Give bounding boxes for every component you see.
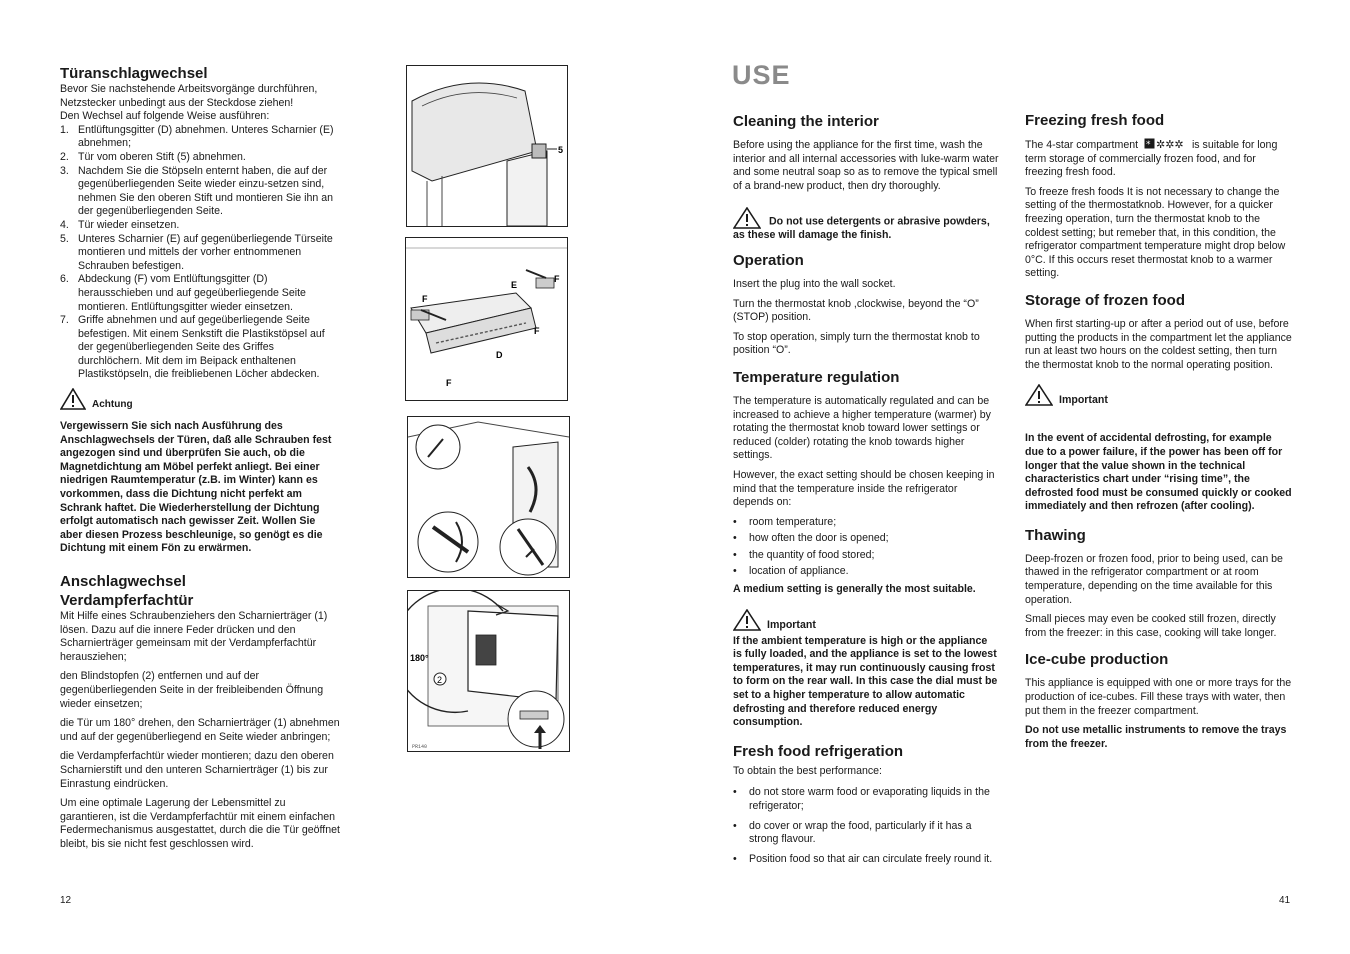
operation-p1: Insert the plug into the wall socket. xyxy=(733,277,896,290)
intro-line: Den Wechsel auf folgende Weise ausführen: xyxy=(60,110,270,123)
step-item: 7. Griffe abnehmen und auf gegeüberliegende Seite befestigen. Mit einem Senkstift die Plastikstöpsel auf der gegenüberliegenden Seite des Griffes durchlöchern. Mit dem im Beipack enthaltenen Plastikstöpseln, die freibliebenen Löcher abdecken. xyxy=(60,314,325,381)
title-cleaning: Cleaning the interior xyxy=(733,113,879,130)
warning-achtung xyxy=(60,388,340,410)
label-f: F xyxy=(446,378,452,388)
warning-important xyxy=(1025,384,1293,406)
figure-handles xyxy=(407,416,570,578)
label-d: D xyxy=(496,350,503,360)
page-number-left: 12 xyxy=(60,895,72,906)
four-star-icon xyxy=(1144,138,1186,149)
handles-illustration xyxy=(408,417,569,577)
step-item: 1. Entlüftungsgitter (D) abnehmen. Unteres Scharnier (E) abnehmen; xyxy=(60,123,334,150)
warning-label: Achtung xyxy=(92,399,133,411)
steps-list xyxy=(60,124,340,382)
page-number-right: 41 xyxy=(1279,895,1291,906)
step-item: 3. Nachdem Sie die Stöpseln enternt haben, die auf der gegenüberliegenden Seite wieder einzu-setzen sind, nehmen Sie den oberen Stift und montieren Sie ihn an der gegenüberliegenden Seite. xyxy=(60,164,334,218)
freezing-p2: To freeze fresh foods It is not necessary to change the setting of the thermostatknob. However, for a quicker freezing operation, turn the thermostat knob to the coldest setting; but remeber that, in this condition, the refrigerator compartment temperature might drop below 0°C. If this occurs reset thermostat knob to a warmer setting. xyxy=(1025,185,1286,280)
warning-triangle-icon xyxy=(60,388,86,410)
temperature-list xyxy=(733,516,999,579)
figure-lower-hinge xyxy=(405,237,568,401)
paragraph: Mit Hilfe eines Schraubenziehers den Scharnierträger (1) lösen. Dazu auf die innere Feder drücken und den Scharnierträger gemeinsam mit der Verdampferfachtür herausziehen; xyxy=(60,610,328,663)
storage-text: When first starting-up or after a period out of use, before putting the products in the compartment let the appliance run at least two hours on the coldest setting, then turn the thermostat knob to the normal operating position. xyxy=(1025,317,1292,371)
warning-triangle-icon xyxy=(733,207,761,229)
right-column-1 xyxy=(733,112,999,870)
label-f: F xyxy=(554,274,560,284)
warning-triangle-icon xyxy=(1025,384,1053,406)
fresh-intro: To obtain the best performance: xyxy=(733,764,882,777)
important-text: In the event of accidental defrosting, for example due to a power failure, if the power has been off for longer that the value shown in the technical characteristics chart under “rising time”, the defrosted food must be consumed quickly or cooked immediately and then refrozen (after cooling). xyxy=(1025,432,1292,513)
list-item: • do cover or wrap the food, particularly if it has a strong flavour. xyxy=(733,819,972,846)
operation-p3: To stop operation, simply turn the thermostat knob to position “O”. xyxy=(733,330,980,357)
fresh-list xyxy=(733,786,999,866)
list-item: • the quantity of food stored; xyxy=(733,548,875,561)
warning-text: Vergewissern Sie sich nach Ausführung des Anschlagwechsels der Türen, daß alle Schrauben fest angezogen sind und überprüfen Sie auch, ob die Magnetdichtung am Möbel perfekt anliegt. Bei einer niedrigen Raumtemperatur (z.B. im Winter) kann es vorkommen, dass die Dichtung nicht perfekt am Schrank haftet. Die Wiederherstellung der Dichtung erfolgt automatisch nach gewisser Zeit. Wollen Sie aber diesen Prozess beschleunige, so genögt es die Dichtung mit einem Fön zu erwärmen. xyxy=(60,420,332,555)
paragraph: Um eine optimale Lagerung der Lebensmittel zu garantieren, ist die Verdampferfachtür mit einem einfachen Federmechanismus ausgestattet, durch die die Tür geöffnet bleibt, bis sie nicht fest geschlossen wird. xyxy=(60,797,340,850)
intro-line: Bevor Sie nachstehende Arbeitsvorgänge durchführen, xyxy=(60,83,318,95)
freezer-door-illustration xyxy=(408,591,569,751)
title-temperature: Temperature regulation xyxy=(733,368,900,386)
warning-triangle-icon xyxy=(733,609,761,631)
title-storage: Storage of frozen food xyxy=(1025,291,1185,309)
label-f: F xyxy=(534,326,540,336)
ice-text: This appliance is equipped with one or more trays for the production of ice-cubes. Fill these trays with water, then put them in the freezer compartment. xyxy=(1025,677,1292,717)
list-item: • location of appliance. xyxy=(733,565,849,578)
title-freezing: Freezing fresh food xyxy=(1025,112,1165,129)
section1-intro xyxy=(60,83,340,124)
warning-label: Important xyxy=(1059,394,1108,407)
section-title-verdampfer: Anschlagwechsel Verdampferfachtür xyxy=(60,573,194,609)
thawing-p2: Small pieces may even be cooked still frozen, directly from the freezer: in this case, cooking will take longer. xyxy=(1025,613,1277,639)
label-5: 5 xyxy=(558,145,564,155)
temperature-bold: A medium setting is generally the most suitable. xyxy=(733,583,976,596)
cleaning-text: Before using the appliance for the first time, wash the interior and all internal accessories with luke-warm water and some neutral soap so as to remove the typical smell of a brand-new product, then dry thoroughly. xyxy=(733,139,999,192)
list-item: • room temperature; xyxy=(733,515,837,528)
lower-hinge-illustration xyxy=(406,238,567,400)
svg-text:✲✲✲: ✲✲✲ xyxy=(1156,138,1184,149)
step-item: 6. Abdeckung (F) vom Entlüftungsgitter (D) herausschieben und auf gegeüberliegende Seite montieren. Entlüftungsgitter wieder einsetzen. xyxy=(60,273,306,313)
paragraph: die Verdampferfachtür wieder montieren; dazu den oberen Scharnierstift und den unteren Scharnierträger (1) bis zur Einrastung eindrücken. xyxy=(60,750,334,790)
intro-line: Netzstecker unbedingt aus der Steckdose ziehen! xyxy=(60,96,294,109)
svg-text:*: * xyxy=(1146,140,1151,149)
paragraph: den Blindstopfen (2) entfernen und auf der gegenüberliegenden Seite in der freibleibenden Öffnung wieder einsetzen; xyxy=(60,670,324,710)
page-heading-use: USE xyxy=(732,60,791,90)
figure-top-hinge xyxy=(406,65,568,227)
operation-p2: Turn the thermostat knob ,clockwise, beyond the “O” (STOP) position. xyxy=(733,297,979,324)
label-180: 180° xyxy=(410,653,429,663)
label-f: F xyxy=(422,294,428,304)
left-text-column xyxy=(60,64,340,858)
title-ice-cube: Ice-cube production xyxy=(1025,651,1169,669)
paragraph: die Tür um 180° drehen, den Scharnierträger (1) abnehmen und auf der gegenüberliegend en Seite wieder anbringen; xyxy=(60,717,340,743)
thawing-p1: Deep-frozen or frozen food, prior to being used, can be thawed in the refrigerator compartment or at room temperature, depending on the time available for this operation. xyxy=(1025,552,1283,606)
warning-label: Important xyxy=(767,618,816,631)
cleaning-warning: Do not use detergents or abrasive powders, as these will damage the finish. xyxy=(733,207,999,243)
label-e: E xyxy=(511,280,518,290)
figure-freezer-door xyxy=(407,590,570,752)
list-item: • do not store warm food or evaporating liquids in the refrigerator; xyxy=(733,786,990,812)
freezing-p1: The 4-star compartment * ✲✲✲ is suitable for long term storage of commercially frozen food, and for freezing fresh food. xyxy=(1025,138,1278,179)
section-title-tueranschlag: Türanschlagwechsel xyxy=(60,65,208,82)
ice-bold: Do not use metallic instruments to remove the trays from the freezer. xyxy=(1025,724,1287,750)
temperature-p2: However, the exact setting should be chosen keeping in mind that the temperature inside the refrigerator depends on: xyxy=(733,468,995,509)
temperature-p1: The temperature is automatically regulated and can be increased to achieve a higher temperature (warmer) by rotating the thermostat knob toward lower settings or reduced (colder) rotating the knob towards higher settings. xyxy=(733,394,991,462)
right-column-2 xyxy=(1025,111,1293,757)
title-operation: Operation xyxy=(733,251,804,269)
top-hinge-illustration xyxy=(407,66,567,226)
list-item: • how often the door is opened; xyxy=(733,532,889,545)
figure-code: PR140 xyxy=(412,744,428,750)
list-item: • Position food so that air can circulate freely round it. xyxy=(733,852,993,865)
warning-important xyxy=(733,609,999,631)
important-text: If the ambient temperature is high or the appliance is fully loaded, and the appliance is set to the lowest temperatures, it may run continuously causing frost to form on the rear wall. In this case the dial must be set to a higher temperature to allow automatic defrosting and therefore reduced energy consumption. xyxy=(733,634,998,729)
title-fresh-food: Fresh food refrigeration xyxy=(733,742,904,760)
step-item: 2. Tür vom oberen Stift (5) abnehmen. xyxy=(60,150,246,163)
title-thawing: Thawing xyxy=(1025,526,1086,544)
label-2: 2 xyxy=(437,675,443,685)
step-item: 4. Tür wieder einsetzen. xyxy=(60,218,180,231)
step-item: 5. Unteres Scharnier (E) auf gegenüberliegende Türseite montieren und mittels der vorher entnommenen Schrauben befestigen. xyxy=(60,232,333,272)
